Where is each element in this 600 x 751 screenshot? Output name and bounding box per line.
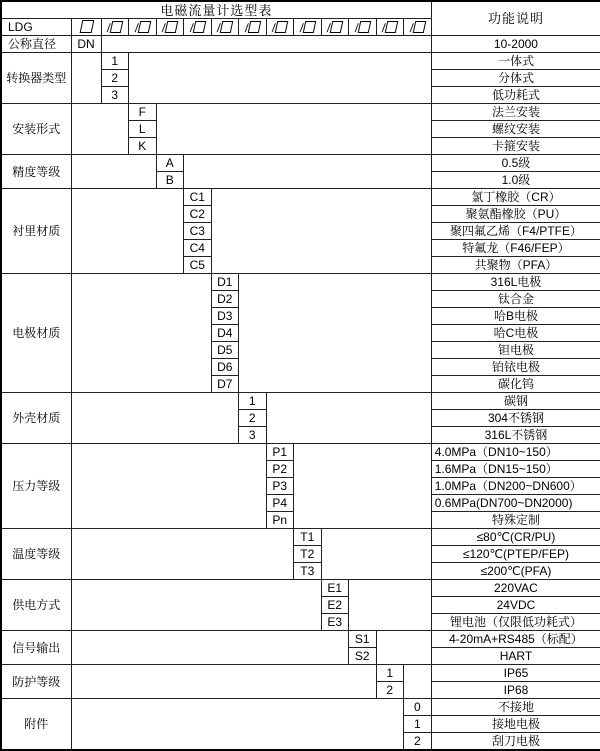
checkbox-icon (413, 21, 427, 33)
desc-cell: 0.6MPa(DN700~DN2000) (431, 495, 600, 512)
empty-span-cell (239, 274, 432, 393)
desc-cell: IP68 (431, 682, 600, 699)
desc-cell: 304不锈钢 (431, 410, 600, 427)
model-digit-slot (101, 19, 129, 36)
category-label: 衬里材质 (1, 189, 71, 274)
code-cell: Pn (266, 512, 294, 529)
empty-span-cell (71, 665, 376, 699)
desc-cell: 共聚物（PFA） (431, 257, 600, 274)
page-title: 电磁流量计选型表 (1, 1, 431, 19)
table-body (1, 1, 600, 750)
desc-cell: 4.0MPa（DN10~150） (431, 444, 600, 461)
category-label: 压力等级 (1, 444, 71, 529)
model-digit-slot (349, 19, 377, 36)
code-cell: 1 (376, 665, 404, 682)
code-cell: 1 (239, 393, 267, 410)
empty-span-cell (71, 580, 321, 631)
empty-span-cell (321, 529, 431, 580)
slash-glyph: / (298, 20, 304, 35)
model-digit-slot (129, 19, 157, 36)
code-cell: F (129, 104, 157, 121)
table-row (1, 529, 600, 546)
code-cell: DN (71, 36, 101, 53)
code-cell: 1 (404, 716, 432, 733)
empty-span-cell (71, 189, 184, 274)
desc-cell: 24VDC (431, 597, 600, 614)
table-row (1, 274, 600, 291)
code-cell: C3 (184, 223, 212, 240)
slash-glyph: / (353, 20, 359, 35)
desc-cell: 刮刀电极 (431, 733, 600, 751)
category-label: 温度等级 (1, 529, 71, 580)
table-row (1, 699, 600, 716)
table-row (1, 665, 600, 682)
category-label: 外壳材质 (1, 393, 71, 444)
code-cell: D5 (211, 342, 239, 359)
checkbox-icon (275, 21, 289, 33)
empty-span-cell (376, 631, 431, 665)
desc-cell: 低功耗式 (431, 87, 600, 104)
checkbox-icon (138, 21, 152, 33)
checkbox-icon (165, 21, 179, 33)
slash-glyph: / (133, 20, 139, 35)
desc-cell: 特殊定制 (431, 512, 600, 529)
desc-cell: ≤80℃(CR/PU) (431, 529, 600, 546)
code-cell: A (156, 155, 184, 172)
model-digit-slot (239, 19, 267, 36)
desc-cell: 316L不锈钢 (431, 427, 600, 444)
empty-span-cell (71, 631, 349, 665)
empty-span-cell (71, 444, 266, 529)
table-row (1, 36, 600, 53)
desc-cell: 不接地 (431, 699, 600, 716)
empty-span-cell (184, 155, 432, 189)
desc-cell: 1.0MPa（DN200~DN600） (431, 478, 600, 495)
empty-span-cell (71, 155, 156, 189)
model-digit-slot (294, 19, 322, 36)
code-cell: P4 (266, 495, 294, 512)
category-label: 转换器类型 (1, 53, 71, 104)
code-cell: 2 (404, 733, 432, 751)
checkbox-icon (248, 21, 262, 33)
checkbox-icon (330, 21, 344, 33)
function-description-header: 功能说明 (431, 1, 600, 36)
code-cell: E2 (321, 597, 349, 614)
category-label: 防护等级 (1, 665, 71, 699)
code-cell: C4 (184, 240, 212, 257)
empty-span-cell (156, 104, 431, 155)
code-cell: 0 (404, 699, 432, 716)
table-row (1, 631, 600, 648)
category-label: 信号输出 (1, 631, 71, 665)
desc-cell: 一体式 (431, 53, 600, 70)
empty-span-cell (71, 529, 294, 580)
code-cell: 2 (101, 70, 129, 87)
model-digit-slot (376, 19, 404, 36)
table-row (1, 53, 600, 70)
code-cell: E1 (321, 580, 349, 597)
checkbox-icon (193, 21, 207, 33)
code-cell: D7 (211, 376, 239, 393)
slash-glyph: / (243, 20, 249, 35)
model-first-digit-slot (71, 19, 101, 36)
code-cell: D6 (211, 359, 239, 376)
code-cell: 3 (239, 427, 267, 444)
code-cell: T3 (294, 563, 322, 580)
slash-glyph: / (106, 20, 112, 35)
model-digit-slot (211, 19, 239, 36)
model-digit-slot (266, 19, 294, 36)
model-digit-slot (404, 19, 432, 36)
slash-glyph: / (271, 20, 277, 35)
desc-cell: 钽电极 (431, 342, 600, 359)
code-cell: S1 (349, 631, 377, 648)
code-cell: D3 (211, 308, 239, 325)
table-row (1, 189, 600, 206)
empty-span-cell (211, 189, 431, 274)
checkbox-icon (110, 21, 124, 33)
code-cell: D1 (211, 274, 239, 291)
desc-cell: 卡箍安装 (431, 138, 600, 155)
model-digit-slot (321, 19, 349, 36)
checkbox-icon (358, 21, 372, 33)
desc-cell: 法兰安装 (431, 104, 600, 121)
checkbox-icon (303, 21, 317, 33)
slash-glyph: / (326, 20, 332, 35)
code-cell: T1 (294, 529, 322, 546)
desc-cell: ≤200℃(PFA) (431, 563, 600, 580)
category-label: 公称直径 (1, 36, 71, 53)
slash-glyph: / (381, 20, 387, 35)
category-label: 供电方式 (1, 580, 71, 631)
desc-cell: 接地电极 (431, 716, 600, 733)
checkbox-icon (79, 20, 94, 33)
desc-cell: 10-2000 (431, 36, 600, 53)
table-row (1, 155, 600, 172)
desc-cell: IP65 (431, 665, 600, 682)
desc-cell: 锂电池（仅限低功耗式） (431, 614, 600, 631)
desc-cell: 分体式 (431, 70, 600, 87)
code-cell: P3 (266, 478, 294, 495)
desc-cell: 哈C电极 (431, 325, 600, 342)
empty-span-cell (404, 665, 432, 699)
empty-span-cell (71, 393, 239, 444)
desc-cell: ≤120℃(PTEP/FEP) (431, 546, 600, 563)
code-cell: C2 (184, 206, 212, 223)
code-cell: P1 (266, 444, 294, 461)
empty-span-cell (266, 393, 431, 444)
code-cell: 2 (239, 410, 267, 427)
slash-glyph: / (408, 20, 414, 35)
desc-cell: 聚四氟乙烯（F4/PTFE） (431, 223, 600, 240)
category-label: 附件 (1, 699, 71, 751)
code-cell: C5 (184, 257, 212, 274)
code-cell: D4 (211, 325, 239, 342)
empty-span-cell (71, 699, 404, 751)
code-cell: E3 (321, 614, 349, 631)
code-cell: 1 (101, 53, 129, 70)
empty-span-cell (71, 104, 129, 155)
slash-glyph: / (216, 20, 222, 35)
code-cell: T2 (294, 546, 322, 563)
desc-cell: 316L电极 (431, 274, 600, 291)
empty-span-cell (349, 580, 432, 631)
desc-cell: 220VAC (431, 580, 600, 597)
empty-span-cell (101, 36, 431, 53)
code-cell: L (129, 121, 157, 138)
model-digit-slot (184, 19, 212, 36)
code-cell: B (156, 172, 184, 189)
category-label: 安装形式 (1, 104, 71, 155)
desc-cell: HART (431, 648, 600, 665)
desc-cell: 0.5级 (431, 155, 600, 172)
slash-glyph: / (161, 20, 167, 35)
desc-cell: 1.0级 (431, 172, 600, 189)
desc-cell: 氯丁橡胶（CR） (431, 189, 600, 206)
desc-cell: 1.6MPa（DN15~150） (431, 461, 600, 478)
desc-cell: 螺纹安装 (431, 121, 600, 138)
slash-glyph: / (188, 20, 194, 35)
empty-span-cell (129, 53, 432, 104)
desc-cell: 4-20mA+RS485（标配） (431, 631, 600, 648)
empty-span-cell (71, 53, 101, 104)
empty-span-cell (71, 274, 211, 393)
checkbox-icon (220, 21, 234, 33)
code-cell: P2 (266, 461, 294, 478)
desc-cell: 哈B电极 (431, 308, 600, 325)
code-cell: S2 (349, 648, 377, 665)
title-row (1, 1, 600, 19)
code-cell: C1 (184, 189, 212, 206)
desc-cell: 钛合金 (431, 291, 600, 308)
code-cell: D2 (211, 291, 239, 308)
code-cell: 2 (376, 682, 404, 699)
empty-span-cell (294, 444, 432, 529)
table-row (1, 393, 600, 410)
code-cell: 3 (101, 87, 129, 104)
table-row (1, 104, 600, 121)
category-label: 精度等级 (1, 155, 71, 189)
desc-cell: 特氟龙（F46/FEP） (431, 240, 600, 257)
table-row (1, 444, 600, 461)
model-digit-slot (156, 19, 184, 36)
code-cell: K (129, 138, 157, 155)
desc-cell: 铂铱电极 (431, 359, 600, 376)
desc-cell: 碳化钨 (431, 376, 600, 393)
desc-cell: 聚氨酯橡胶（PU） (431, 206, 600, 223)
desc-cell: 碳钢 (431, 393, 600, 410)
checkbox-icon (385, 21, 399, 33)
table-row (1, 580, 600, 597)
category-label: 电极材质 (1, 274, 71, 393)
model-prefix: LDG (1, 19, 71, 36)
